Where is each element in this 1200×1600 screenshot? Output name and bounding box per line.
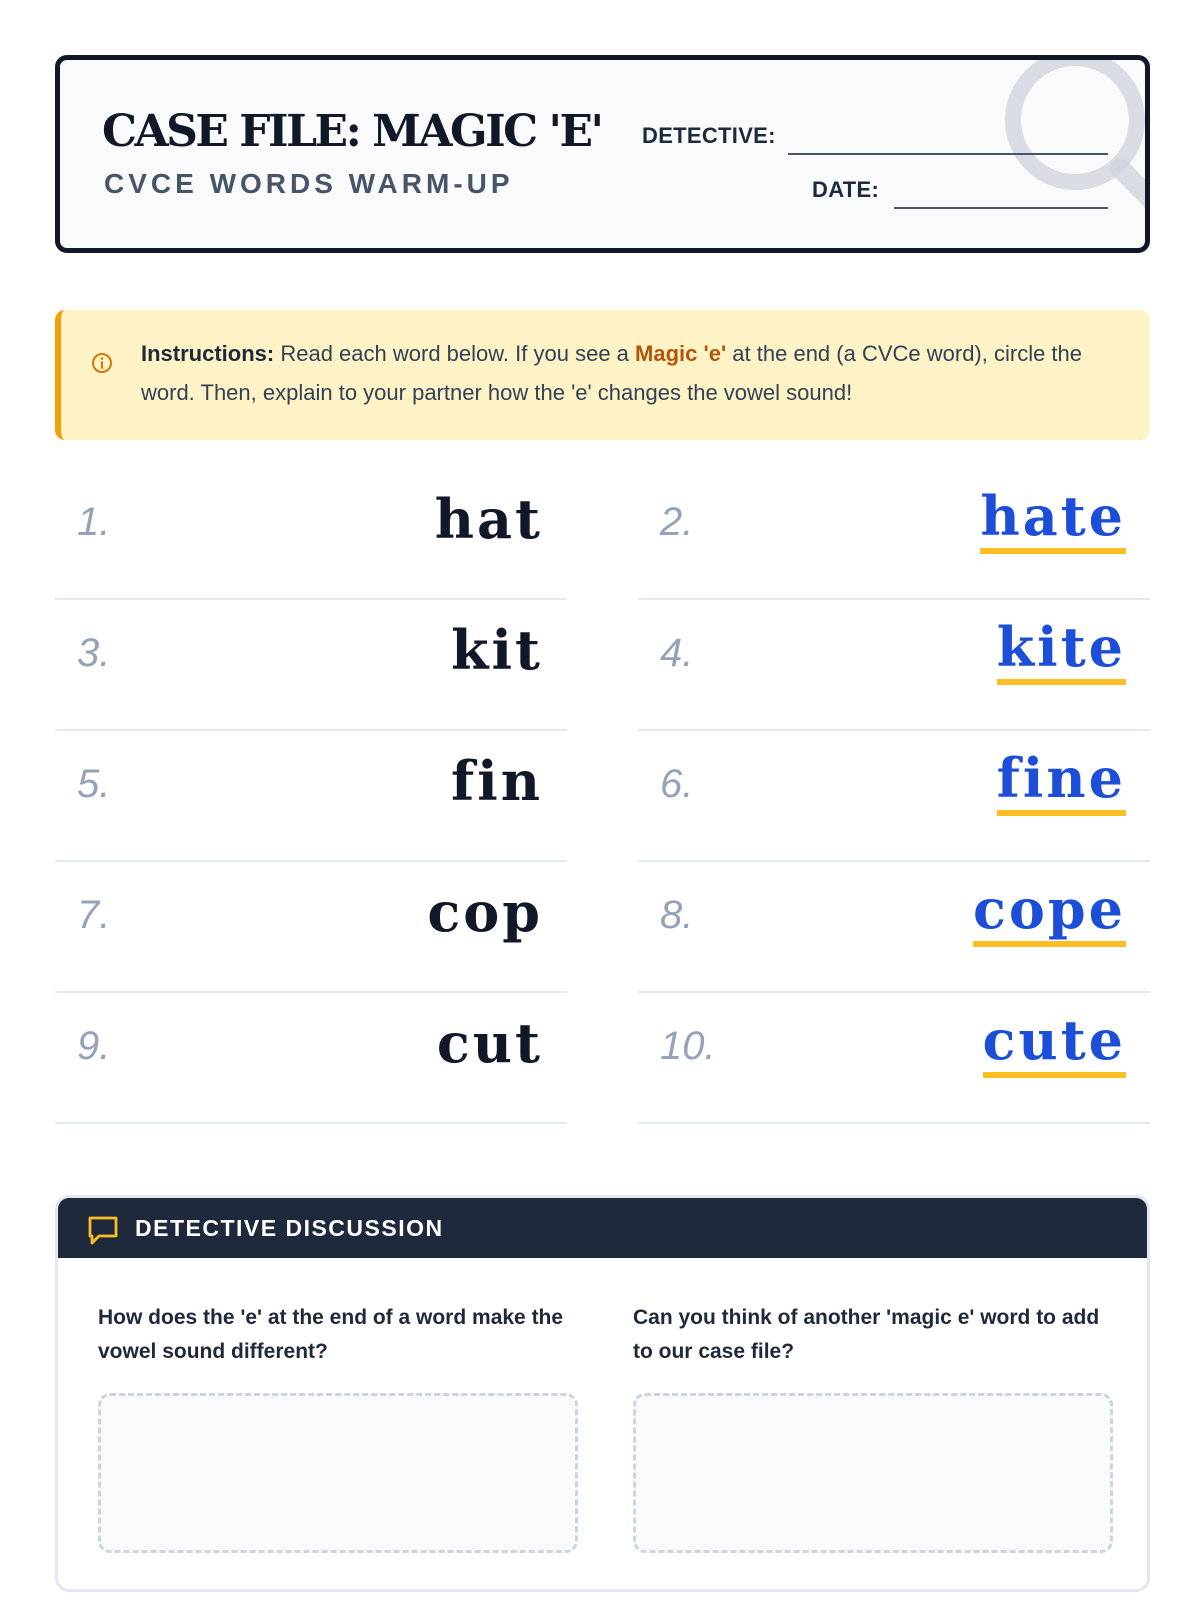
info-icon [91, 352, 113, 374]
magic-word-text[interactable]: cope [973, 877, 1126, 947]
word-number: 7. [77, 893, 111, 937]
discussion-question-2: Can you think of another 'magic e' word to add to our case file? [633, 1306, 1100, 1363]
magic-e-highlight: Magic 'e' [635, 341, 727, 366]
word-row [55, 601, 567, 731]
magic-word-text[interactable]: hate [980, 484, 1126, 554]
instructions-lead: Instructions: [141, 341, 275, 366]
word-row [638, 994, 1150, 1124]
word-row [638, 470, 1150, 600]
word-row [55, 863, 567, 993]
word-number: 2. [660, 500, 694, 544]
case-file-header [55, 55, 1150, 253]
word-row [55, 470, 567, 600]
word-row [55, 732, 567, 862]
answer-box-2[interactable] [633, 1393, 1113, 1553]
instructions-text-before: Read each word below. If you see a [274, 341, 636, 366]
instructions-callout [55, 310, 1150, 440]
word-number: 1. [77, 500, 111, 544]
word-number: 4. [660, 631, 694, 675]
discussion-header [58, 1198, 1147, 1258]
word-text[interactable]: hat [434, 487, 543, 551]
detective-name-line[interactable] [788, 153, 1108, 155]
word-text[interactable]: cop [427, 880, 543, 944]
page-subtitle: CVCE WORDS WARM-UP [104, 168, 514, 199]
word-text[interactable]: fin [450, 749, 543, 813]
word-number: 8. [660, 893, 694, 937]
word-row [638, 863, 1150, 993]
word-text[interactable]: kit [451, 618, 543, 682]
discussion-question-1: How does the 'e' at the end of a word make the vowel sound different? [98, 1306, 564, 1363]
answer-box-1[interactable] [98, 1393, 578, 1553]
detective-discussion-panel [55, 1195, 1150, 1592]
magic-word-text[interactable]: fine [997, 746, 1126, 816]
date-line[interactable] [894, 207, 1108, 209]
word-row [55, 994, 567, 1124]
word-number: 9. [77, 1024, 111, 1068]
word-row [638, 601, 1150, 731]
word-number: 10. [660, 1024, 716, 1068]
word-number: 5. [77, 762, 111, 806]
chat-bubble-icon [86, 1214, 120, 1246]
word-number: 3. [77, 631, 111, 675]
instructions-text-after: at the end (a CVCe word), circle the word. Then, explain to your partner how the 'e' changes the vowel sound! [141, 341, 1083, 405]
discussion-title: DETECTIVE DISCUSSION [135, 1215, 444, 1241]
instructions-text [141, 334, 1131, 412]
date-label: DATE: [812, 177, 880, 202]
page-title: CASE FILE: MAGIC 'E' [102, 106, 602, 157]
magic-word-text[interactable]: cute [983, 1008, 1126, 1078]
word-number: 6. [660, 762, 694, 806]
detective-label: DETECTIVE: [642, 123, 776, 148]
word-text[interactable]: cut [436, 1011, 543, 1075]
magic-word-text[interactable]: kite [997, 615, 1126, 685]
word-row [638, 732, 1150, 862]
